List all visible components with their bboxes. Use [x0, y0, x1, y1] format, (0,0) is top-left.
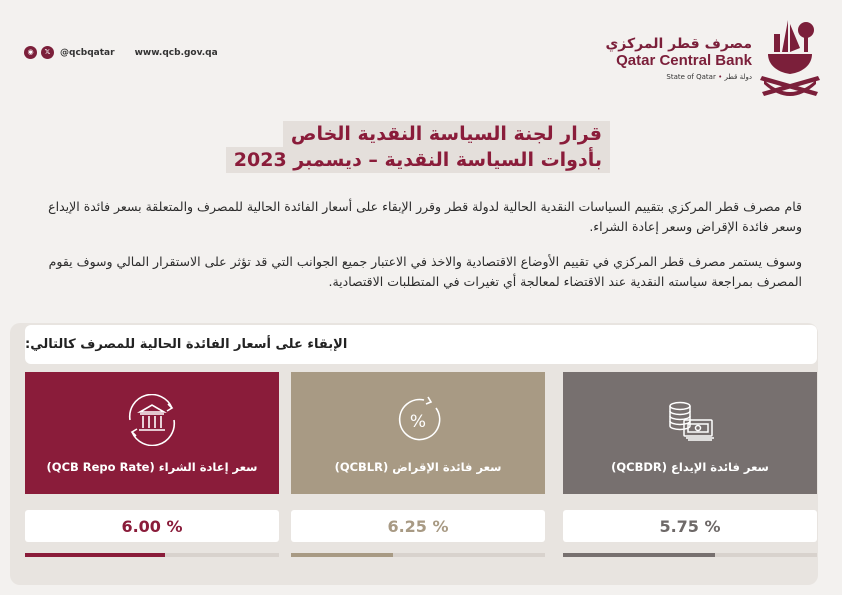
deposit-rate-card: [563, 372, 817, 494]
lending-rate-bar: [291, 553, 545, 557]
repo-rate-label: سعر إعادة الشراء (QCB Repo Rate): [46, 460, 258, 474]
title-line-2: بأدوات السياسة النقدية – ديسمبر 2023: [226, 147, 610, 173]
website-link[interactable]: www.qcb.gov.qa: [134, 47, 218, 58]
deposit-rate-bar: [563, 553, 817, 557]
lending-rate-value: 6.25 %: [291, 510, 545, 542]
x-icon[interactable]: 𝕏: [41, 46, 54, 59]
title-line-1: قرار لجنة السياسة النقدية الخاص: [283, 121, 610, 147]
deposit-rate-bar-fill: [563, 553, 715, 557]
deposit-rate-value: 5.75 %: [563, 510, 817, 542]
repo-rate-bar-fill: [25, 553, 165, 557]
page-title: [226, 121, 610, 173]
qcb-logo: [605, 14, 822, 100]
repo-rate-bar: [25, 553, 279, 557]
lending-rate-bar-fill: [291, 553, 393, 557]
bank-building-icon: [120, 394, 184, 446]
logo-state-ar: دولة قطر: [724, 73, 752, 81]
logo-name-en: Qatar Central Bank: [616, 52, 752, 69]
logo-state: [605, 72, 752, 82]
logo-state-separator: •: [718, 73, 723, 81]
instagram-icon[interactable]: ◉: [24, 46, 37, 59]
logo-text: [605, 36, 752, 82]
svg-text:%: %: [409, 412, 427, 432]
repo-rate-card: [25, 372, 279, 494]
social-handle[interactable]: @qcbqatar: [60, 47, 115, 58]
lending-rate-card: [291, 372, 545, 494]
lending-rate-label: سعر فائدة الإقراض (QCBLR): [334, 460, 502, 474]
logo-name-ar: مصرف قطر المركزي: [605, 36, 752, 52]
qatar-emblem-icon: [758, 14, 822, 100]
deposit-rate-label: سعر فائدة الإيداع (QCBDR): [611, 460, 769, 474]
intro-paragraph: قام مصرف قطر المركزي بتقييم السياسات النقدية الحالية لدولة قطر وقرر الإبقاء على أسعار الفائدة الحالية للمصرف والمتعلقة بسعر فائدة الإيداع وسعر فائدة الإقراض وسعر إعادة الشراء.: [48, 199, 802, 234]
percent-icon: [390, 394, 446, 446]
repo-rate-value: 6.00 %: [25, 510, 279, 542]
logo-state-en: State of Qatar: [666, 73, 716, 81]
outlook-paragraph: وسوف يستمر مصرف قطر المركزي في تقييم الأوضاع الاقتصادية والاخذ في الاعتبار جميع الجوانب التي قد تؤثر على الاستقرار المالي وسوف يقوم المصرف بمراجعة سياسته النقدية عند الاقتضاء لمعالجة أي تغيرات في المتطلبات الاقتصادية.: [48, 254, 802, 289]
rates-heading: الإبقاء على أسعار الفائدة الحالية للمصرف كالتالي:: [25, 325, 817, 364]
social-bar: [24, 46, 218, 59]
coins-cash-icon: [660, 394, 720, 446]
